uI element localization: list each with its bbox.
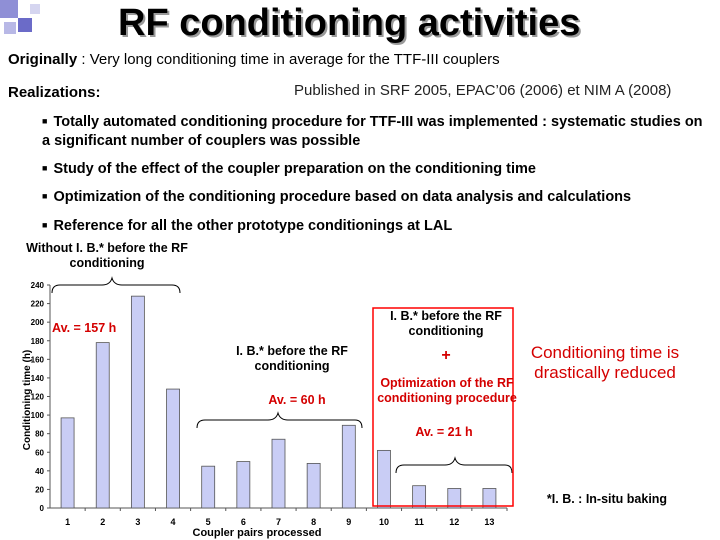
x-tick-label: 10 [378, 517, 389, 527]
x-axis-label: Coupler pairs processed [192, 527, 322, 539]
annotation-ib-before: I. B.* before the RF conditioning [236, 344, 348, 373]
originally-label: Originally [8, 51, 78, 68]
bar-coupler-pair-12 [448, 488, 461, 508]
bar-coupler-pair-5 [202, 466, 215, 508]
brace-group-1 [52, 278, 180, 293]
y-tick-label: 20 [35, 485, 44, 495]
y-tick-label: 200 [30, 318, 44, 328]
y-axis-label: Conditioning time (h) [22, 349, 33, 451]
y-tick-label: 140 [30, 373, 44, 383]
x-tick-label: 3 [135, 517, 141, 527]
x-tick-label: 12 [449, 517, 460, 527]
x-tick-label: 13 [484, 517, 495, 527]
x-tick-label: 6 [240, 517, 246, 527]
x-tick-label: 4 [170, 517, 176, 527]
annotation-av1: Av. = 157 h [52, 321, 117, 335]
x-tick-label: 7 [275, 517, 282, 527]
bullet-text: Study of the effect of the coupler preparation on the conditioning time [53, 161, 536, 177]
x-tick-label: 5 [205, 517, 211, 527]
annotation-ib-before-2: I. B.* before the RF conditioning [390, 309, 502, 338]
bar-coupler-pair-11 [413, 486, 426, 508]
page-title: RF conditioning activities [118, 2, 581, 44]
bullet-text: Reference for all the other prototype conditionings at LAL [53, 218, 453, 234]
annotation-av2: Av. = 60 h [268, 393, 326, 407]
brace-group-2 [197, 413, 362, 428]
annotation-without-ib: Without I. B.* before the RF conditioning [26, 241, 188, 270]
x-tick-label: 9 [346, 517, 352, 527]
annotation-plus: + [441, 347, 451, 364]
realizations-label: Realizations: [8, 84, 101, 101]
bullet-text: Totally automated conditioning procedure for TTF-III was implemented : systematic studies on a significant number of couplers was possible [42, 114, 703, 149]
brace-group-3 [396, 458, 512, 473]
bar-coupler-pair-6 [237, 462, 250, 508]
bar-coupler-pair-13 [483, 488, 496, 508]
y-tick-label: 120 [30, 392, 44, 402]
bar-coupler-pair-1 [61, 418, 74, 508]
annotation-optimization: Optimization of the RF conditioning procedure [377, 376, 517, 405]
y-tick-label: 80 [35, 429, 44, 439]
bullet-square-icon: ■ [42, 191, 48, 201]
x-tick-label: 8 [311, 517, 317, 527]
x-tick-label: 1 [65, 517, 71, 527]
y-tick-label: 180 [30, 336, 44, 346]
bar-coupler-pair-4 [167, 389, 180, 508]
footnote: *I. B. : In-situ baking [546, 492, 668, 506]
bar-coupler-pair-7 [272, 439, 285, 508]
y-tick-label: 40 [35, 466, 44, 476]
y-tick-label: 220 [30, 299, 44, 309]
originally-text: : Very long conditioning time in average for the TTF-III couplers [77, 51, 500, 68]
x-tick-label: 11 [414, 517, 424, 527]
bullet-square-icon: ■ [42, 116, 48, 126]
y-tick-label: 0 [39, 504, 44, 513]
bar-coupler-pair-8 [307, 463, 320, 508]
bar-coupler-pair-10 [377, 450, 390, 508]
y-tick-label: 60 [35, 448, 44, 458]
y-tick-label: 240 [30, 281, 44, 290]
x-tick-label: 2 [100, 517, 106, 527]
annotation-av3: Av. = 21 h [415, 425, 473, 439]
y-tick-label: 160 [30, 355, 44, 365]
bullet-square-icon: ■ [42, 220, 48, 230]
y-tick-label: 100 [30, 411, 44, 421]
bullet-square-icon: ■ [42, 163, 48, 173]
published-reference: Published in SRF 2005, EPAC’06 (2006) et NIM A (2008) [294, 82, 672, 99]
annotation-reduced: Conditioning time is drastically reduced [530, 343, 680, 382]
bar-coupler-pair-2 [96, 343, 109, 508]
bar-coupler-pair-9 [342, 425, 355, 508]
bullet-text: Optimization of the conditioning procedure based on data analysis and calculations [53, 189, 632, 205]
